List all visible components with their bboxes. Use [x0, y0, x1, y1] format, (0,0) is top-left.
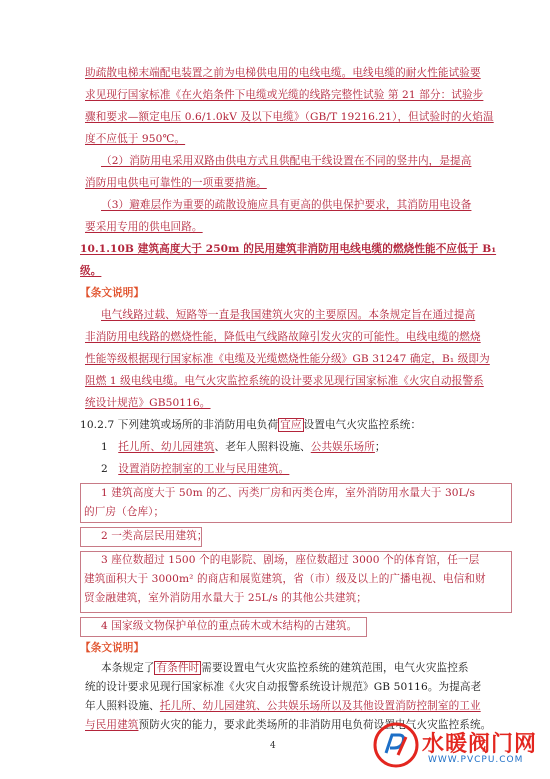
- watermark-logo: [372, 721, 542, 771]
- p3-line-1: （3）避难层作为重要的疏散设施应具有更高的供电保护要求，其消防用电设备: [101, 199, 472, 211]
- p5-l3-a: 年人照料设施、: [85, 700, 160, 712]
- p5-l1-a: 本条规定了: [101, 662, 155, 674]
- item-1-part-c: 公共娱乐场所: [310, 441, 375, 453]
- clause-1027: [80, 418, 500, 432]
- p1-line-1: 助疏散电梯末端配电装置之前为电梯供电用的电线电缆。电线电缆的耐火性能试验要: [85, 67, 481, 79]
- item-1-number: 1: [101, 441, 108, 453]
- p5-line-3: [85, 699, 505, 713]
- old-item-4: 4 国家级文物保护单位的重点砖木或木结构的古建筑。: [101, 620, 358, 632]
- p4-line-5: 统设计规范》GB50116。: [85, 397, 211, 409]
- item-1-part-a: 托儿所、幼儿园建筑: [118, 441, 215, 453]
- watermark-brand: 水暖阀门网: [422, 732, 538, 757]
- p5-line-2: 统的设计要求见现行国家标准《火灾自动报警系统设计规范》GB 50116。为提高老: [85, 681, 482, 693]
- p4-line-1: 电气线路过载、短路等一直是我国建筑火灾的主要原因。本条规定旨在通过提高: [101, 309, 476, 321]
- p2-line-2: 消防用电供电可靠性的一项重要措施。: [85, 177, 267, 189]
- p5-line-1: [101, 661, 521, 675]
- old-item-1-line-1: 1 建筑高度大于 50m 的乙、丙类厂房和丙类仓库，室外消防用水量大于 30L/s: [101, 487, 475, 499]
- old-item-3-line-3: 贸金融建筑，室外消防用水量大于 25L/s 的其他公共建筑；: [84, 592, 367, 604]
- item-1-new: [101, 440, 521, 454]
- item-1-part-b: 、老年人照料设施、: [214, 441, 311, 453]
- p2-line-1: （2）消防用电采用双路由供电方式且供配电干线设置在不同的竖井内，是提高: [101, 155, 472, 167]
- item-2-new: [101, 462, 521, 476]
- watermark-url: WWW.PVCPU.COM: [428, 755, 524, 765]
- clause-10110b-line-2: 级。: [80, 265, 102, 277]
- p3-line-2: 要采用专用的供电回路。: [85, 221, 203, 233]
- p1-line-3: 骤和要求—额定电压 0.6/1.0kV 及以下电缆》（GB/T 19216.21），但试验时的火焰温: [85, 111, 494, 123]
- p1-line-2: 求见现行国家标准《在火焰条件下电缆或光缆的线路完整性试验 第 21 部分：试验步: [85, 89, 484, 101]
- old-item-2: 2 一类高层民用建筑；: [101, 530, 208, 542]
- page-number: 4: [270, 741, 276, 751]
- item-2-text: 设置消防控制室的工业与民用建筑。: [118, 463, 290, 475]
- clause-10110b-line-1: 10.1.10B 建筑高度大于 250m 的民用建筑非消防用电线电缆的燃烧性能不应低于 B₁: [80, 243, 497, 255]
- section-heading-explanation: 【条文说明】: [80, 287, 145, 299]
- section-heading-explanation-2: 【条文说明】: [80, 642, 145, 654]
- old-item-3-line-1: 3 座位数超过 1500 个的电影院、剧场，座位数超过 3000 个的体育馆，任一层: [101, 554, 480, 566]
- old-item-3-line-2: 建筑面积大于 3000m² 的商店和展览建筑，省（市）级及以上的广播电视、电信和财: [84, 573, 486, 585]
- valve-logo-icon: [372, 721, 420, 769]
- p1-line-4: 度不应低于 950℃。: [85, 133, 186, 145]
- item-1-part-d: ；: [374, 441, 386, 453]
- p4-line-4: 阻燃 1 级电线电缆。电气火灾监控系统的设计要求见现行国家标准《火灾自动报警系: [85, 375, 484, 387]
- p4-line-3: 性能等级根据现行国家标准《电缆及光缆燃烧性能分级》GB 31247 确定，B₁ 级即为: [85, 353, 490, 365]
- p5-l4-b: 预防火灾的能力，要求此类场所的非消防用电负荷设置电气火灾监控系统。: [138, 719, 492, 731]
- clause-1027-boxed-word: 宜应: [280, 419, 302, 431]
- clause-1027-suffix: 设置电气火灾监控系统：: [303, 419, 422, 431]
- p5-l1-b: 需要设置电气火灾监控系统的建筑范围，电气火灾监控系: [201, 662, 469, 674]
- item-2-number: 2: [101, 463, 108, 475]
- p5-l3-b: 托儿所、幼儿园建筑、公共娱乐场所以及其他设置消防控制室的工业: [159, 700, 481, 712]
- p4-line-2: 非消防用电线路的燃烧性能，降低电气线路故障引发火灾的可能性。电线电缆的燃烧: [85, 331, 481, 343]
- p5-l4-a: 与民用建筑: [85, 719, 139, 731]
- p5-l1-boxed: 有条件时: [156, 662, 200, 674]
- clause-1027-prefix: 10.2.7 下列建筑或场所的非消防用电负荷: [80, 419, 279, 431]
- old-item-1-line-2: 的厂房（仓库）；: [84, 506, 165, 518]
